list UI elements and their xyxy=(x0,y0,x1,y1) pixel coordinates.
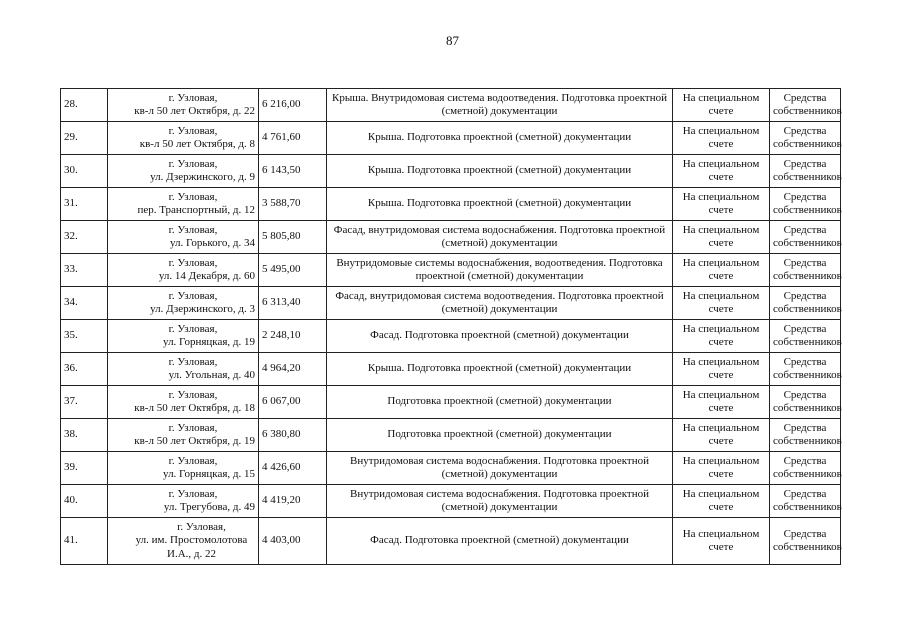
table-row xyxy=(61,188,841,221)
funding-source: Средства собственников xyxy=(770,353,841,386)
address-cell xyxy=(108,419,259,452)
address-cell xyxy=(108,485,259,518)
city-label: г. Узловая, xyxy=(168,91,218,104)
work-description: Внутридомовая система водоснабжения. Подготовка проектной (сметной) документации xyxy=(327,452,673,485)
table-row xyxy=(61,518,841,565)
street-address: ул. Горняцкая, д. 19 xyxy=(163,336,255,348)
funding-source: Средства собственников xyxy=(770,518,841,565)
funding-source: Средства собственников xyxy=(770,419,841,452)
area-value: 5 805,80 xyxy=(259,221,327,254)
table-row xyxy=(61,221,841,254)
row-number: 30. xyxy=(61,155,108,188)
row-number: 35. xyxy=(61,320,108,353)
fund-method: На специальном счете xyxy=(673,320,770,353)
work-description: Внутридомовая система водоснабжения. Подготовка проектной (сметной) документации xyxy=(327,485,673,518)
city-label: г. Узловая, xyxy=(168,355,218,368)
area-value: 4 426,60 xyxy=(259,452,327,485)
street-address: ул. Трегубова, д. 49 xyxy=(163,501,255,513)
funding-source: Средства собственников xyxy=(770,320,841,353)
city-label: г. Узловая, xyxy=(168,223,218,236)
city-label: г. Узловая, xyxy=(168,388,218,401)
table-row xyxy=(61,320,841,353)
work-description: Крыша. Подготовка проектной (сметной) документации xyxy=(327,155,673,188)
address-cell xyxy=(108,155,259,188)
street-address: ул. Дзержинского, д. 9 xyxy=(150,171,255,183)
row-number: 32. xyxy=(61,221,108,254)
row-number: 39. xyxy=(61,452,108,485)
table-row xyxy=(61,122,841,155)
work-description: Крыша. Подготовка проектной (сметной) документации xyxy=(327,188,673,221)
work-description: Фасад, внутридомовая система водоснабжения. Подготовка проектной (сметной) документации xyxy=(327,221,673,254)
row-number: 38. xyxy=(61,419,108,452)
city-label: г. Узловая, xyxy=(168,157,218,170)
fund-method: На специальном счете xyxy=(673,254,770,287)
page-number: 87 xyxy=(446,33,459,48)
funding-source: Средства собственников xyxy=(770,122,841,155)
table-row xyxy=(61,287,841,320)
area-value: 4 403,00 xyxy=(259,518,327,565)
area-value: 6 380,80 xyxy=(259,419,327,452)
fund-method: На специальном счете xyxy=(673,89,770,122)
row-number: 34. xyxy=(61,287,108,320)
row-number: 28. xyxy=(61,89,108,122)
address-cell xyxy=(108,122,259,155)
address-cell xyxy=(108,452,259,485)
city-label: г. Узловая, xyxy=(168,421,218,434)
row-number: 33. xyxy=(61,254,108,287)
area-value: 6 313,40 xyxy=(259,287,327,320)
area-value: 6 067,00 xyxy=(259,386,327,419)
address-cell xyxy=(108,287,259,320)
houses-repair-table xyxy=(60,88,841,565)
address-cell xyxy=(108,89,259,122)
fund-method: На специальном счете xyxy=(673,188,770,221)
street-address: кв-л 50 лет Октября, д. 22 xyxy=(134,105,255,117)
street-address: кв-л 50 лет Октября, д. 19 xyxy=(134,435,255,447)
row-number: 31. xyxy=(61,188,108,221)
area-value: 6 143,50 xyxy=(259,155,327,188)
fund-method: На специальном счете xyxy=(673,122,770,155)
fund-method: На специальном счете xyxy=(673,386,770,419)
street-address: кв-л 50 лет Октября, д. 18 xyxy=(134,402,255,414)
funding-source: Средства собственников xyxy=(770,155,841,188)
fund-method: На специальном счете xyxy=(673,452,770,485)
work-description: Фасад, внутридомовая система водоотведения. Подготовка проектной (сметной) документации xyxy=(327,287,673,320)
table-row xyxy=(61,452,841,485)
area-value: 4 419,20 xyxy=(259,485,327,518)
city-label: г. Узловая, xyxy=(168,322,218,335)
fund-method: На специальном счете xyxy=(673,155,770,188)
area-value: 3 588,70 xyxy=(259,188,327,221)
fund-method: На специальном счете xyxy=(673,353,770,386)
street-address: ул. 14 Декабря, д. 60 xyxy=(158,270,255,282)
city-label: г. Узловая, xyxy=(168,190,218,203)
funding-source: Средства собственников xyxy=(770,452,841,485)
table-row xyxy=(61,386,841,419)
fund-method: На специальном счете xyxy=(673,485,770,518)
table-row xyxy=(61,254,841,287)
address-cell xyxy=(108,353,259,386)
area-value: 2 248,10 xyxy=(259,320,327,353)
work-description: Фасад. Подготовка проектной (сметной) документации xyxy=(327,518,673,565)
city-label: г. Узловая, xyxy=(168,487,218,500)
area-value: 4 761,60 xyxy=(259,122,327,155)
address-cell xyxy=(108,254,259,287)
area-value: 6 216,00 xyxy=(259,89,327,122)
table-body xyxy=(61,89,841,565)
work-description: Подготовка проектной (сметной) документации xyxy=(327,419,673,452)
street-address: ул. Горького, д. 34 xyxy=(169,237,255,249)
table-row xyxy=(61,89,841,122)
table-row xyxy=(61,485,841,518)
address-cell xyxy=(108,386,259,419)
funding-source: Средства собственников xyxy=(770,287,841,320)
row-number: 36. xyxy=(61,353,108,386)
address-cell xyxy=(108,188,259,221)
work-description: Внутридомовые системы водоснабжения, водоотведения. Подготовка проектной (сметной) документации xyxy=(327,254,673,287)
table-row xyxy=(61,155,841,188)
work-description: Крыша. Внутридомовая система водоотведения. Подготовка проектной (сметной) документации xyxy=(327,89,673,122)
fund-method: На специальном счете xyxy=(673,419,770,452)
address-cell xyxy=(108,518,259,565)
street-address: ул. им. Простомолотова И.А., д. 22 xyxy=(135,534,248,560)
fund-method: На специальном счете xyxy=(673,518,770,565)
work-description: Подготовка проектной (сметной) документации xyxy=(327,386,673,419)
funding-source: Средства собственников xyxy=(770,221,841,254)
street-address: ул. Горняцкая, д. 15 xyxy=(163,468,255,480)
city-label: г. Узловая, xyxy=(177,520,226,533)
city-label: г. Узловая, xyxy=(168,454,218,467)
area-value: 5 495,00 xyxy=(259,254,327,287)
street-address: пер. Транспортный, д. 12 xyxy=(137,204,255,216)
funding-source: Средства собственников xyxy=(770,485,841,518)
funding-source: Средства собственников xyxy=(770,188,841,221)
street-address: ул. Угольная, д. 40 xyxy=(168,369,255,381)
funding-source: Средства собственников xyxy=(770,89,841,122)
fund-method: На специальном счете xyxy=(673,221,770,254)
area-value: 4 964,20 xyxy=(259,353,327,386)
funding-source: Средства собственников xyxy=(770,386,841,419)
work-description: Крыша. Подготовка проектной (сметной) документации xyxy=(327,122,673,155)
street-address: ул. Дзержинского, д. 3 xyxy=(150,303,255,315)
row-number: 37. xyxy=(61,386,108,419)
street-address: кв-л 50 лет Октября, д. 8 xyxy=(139,138,255,150)
address-cell xyxy=(108,221,259,254)
table-row xyxy=(61,419,841,452)
funding-source: Средства собственников xyxy=(770,254,841,287)
row-number: 40. xyxy=(61,485,108,518)
city-label: г. Узловая, xyxy=(168,256,218,269)
city-label: г. Узловая, xyxy=(168,289,218,302)
row-number: 29. xyxy=(61,122,108,155)
table-row xyxy=(61,353,841,386)
work-description: Крыша. Подготовка проектной (сметной) документации xyxy=(327,353,673,386)
address-cell xyxy=(108,320,259,353)
city-label: г. Узловая, xyxy=(168,124,218,137)
row-number: 41. xyxy=(61,518,108,565)
fund-method: На специальном счете xyxy=(673,287,770,320)
work-description: Фасад. Подготовка проектной (сметной) документации xyxy=(327,320,673,353)
